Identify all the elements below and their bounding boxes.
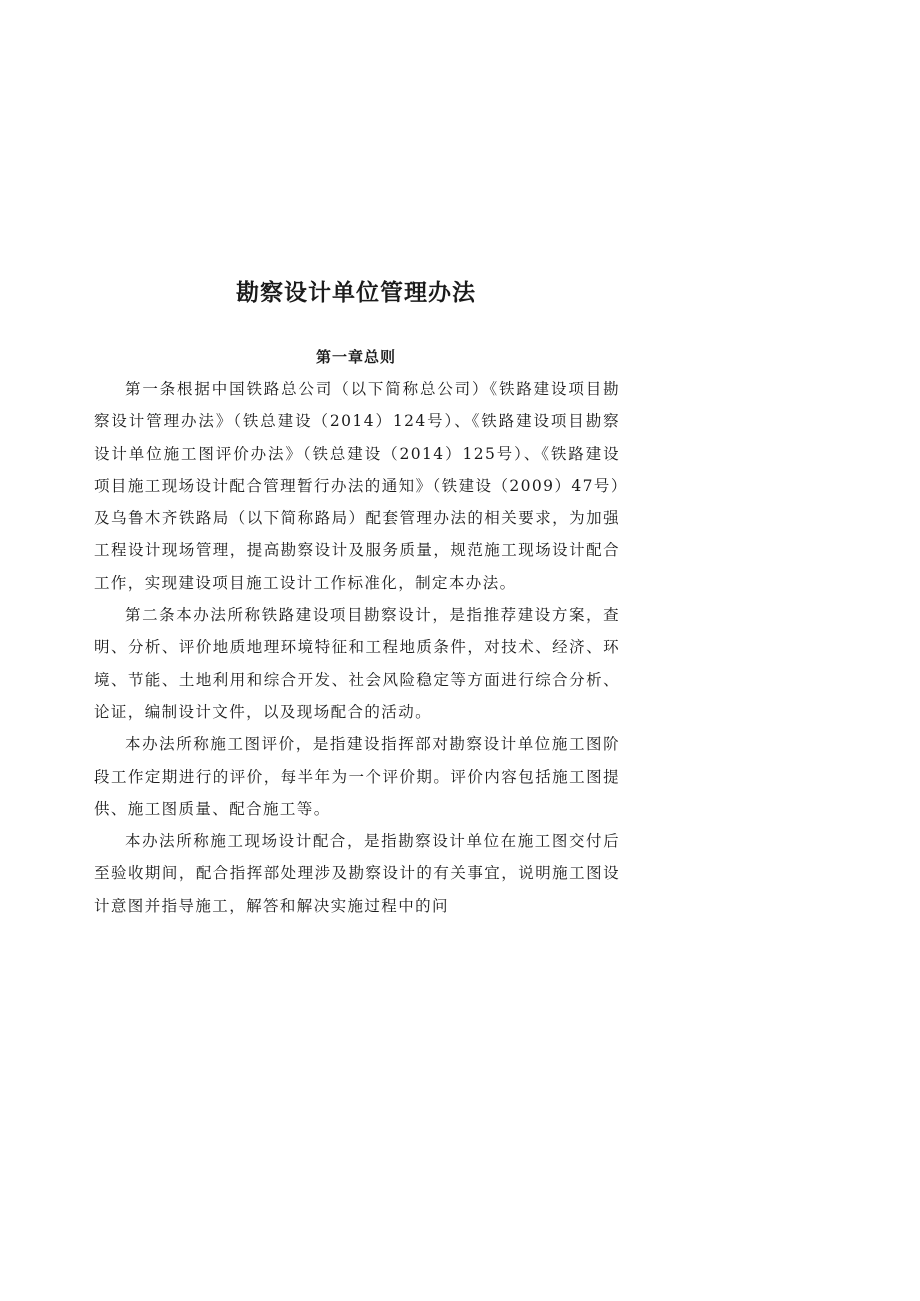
paragraph-article-1: 第一条根据中国铁路总公司（以下简称总公司）《铁路建设项目勘察设计管理办法》（铁总建设（2014）124号）、《铁路建设项目勘察设计单位施工图评价办法》（铁总建设（2014）125号）、《铁路建设项目施工现场设计配合管理暂行办法的通知》（铁建设（2009）47号）及乌鲁木齐铁路局（以下简称路局）配套管理办法的相关要求，为加强工程设计现场管理，提高勘察设计及服务质量，规范施工现场设计配合工作，实现建设项目施工设计工作标准化，制定本办法。	[94, 380, 620, 592]
paragraph-site-design-coordination: 本办法所称施工现场设计配合，是指勘察设计单位在施工图交付后至验收期间，配合指挥部处理涉及勘察设计的有关事宜，说明施工图设计意图并指导施工，解答和解决实施过程中的问	[94, 832, 620, 915]
document-body	[94, 373, 620, 922]
chapter-heading: 第一章总则	[315, 348, 396, 366]
paragraph-construction-drawing-evaluation: 本办法所称施工图评价，是指建设指挥部对勘察设计单位施工图阶段工作定期进行的评价，每半年为一个评价期。评价内容包括施工图提供、施工图质量、配合施工等。	[94, 735, 620, 818]
document-title: 勘察设计单位管理办法	[236, 280, 476, 306]
paragraph-article-2: 第二条本办法所称铁路建设项目勘察设计，是指推荐建设方案，查明、分析、评价地质地理环境特征和工程地质条件，对技术、经济、环境、节能、土地利用和综合开发、社会风险稳定等方面进行综合分析、论证，编制设计文件，以及现场配合的活动。	[94, 606, 620, 721]
